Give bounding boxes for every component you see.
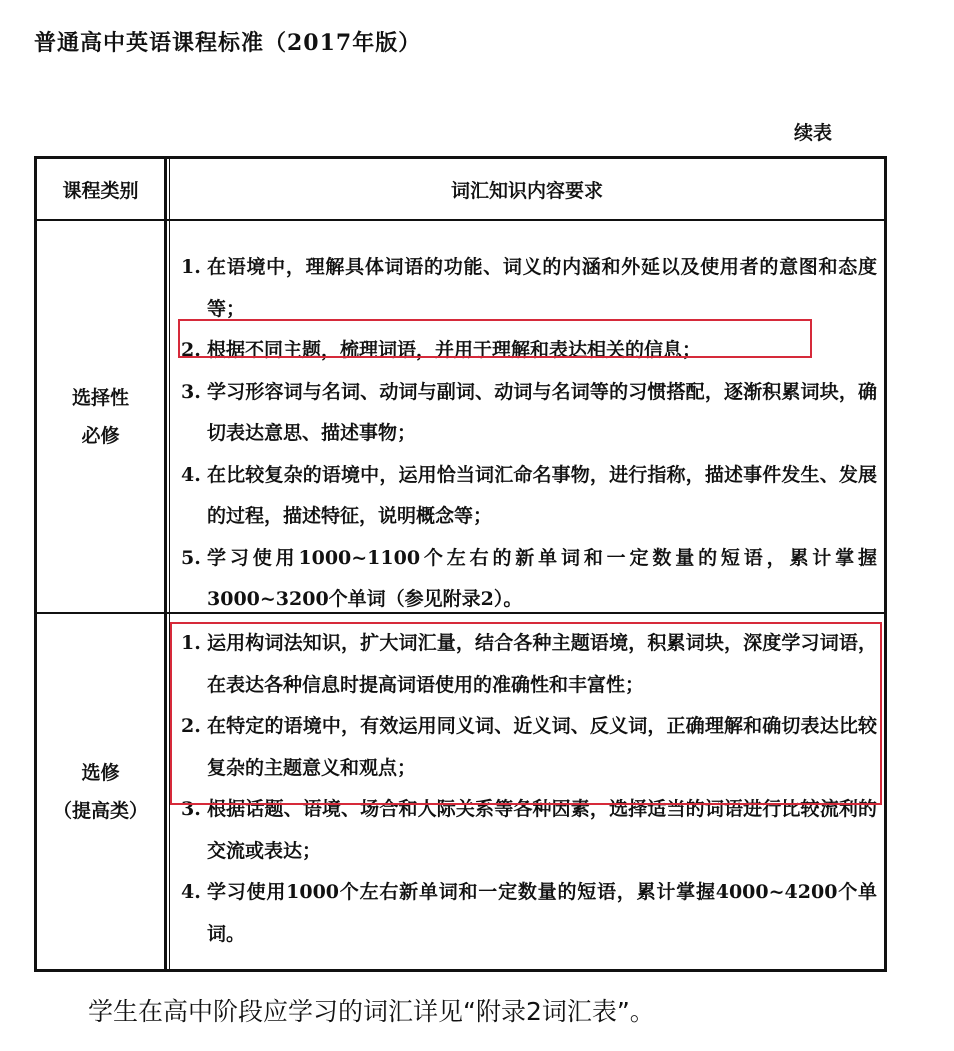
header-category: 课程类别 xyxy=(62,179,139,202)
continued-label: 续表 xyxy=(794,122,833,144)
category-line1: 选择性 xyxy=(71,386,129,409)
list-item: 2. 根据不同主题，梳理词语，并用于理解和表达相关的信息； xyxy=(181,339,702,361)
list-item: 3. 根据话题、语境、场合和人际关系等各种因素，选择适当的词语进行比较流利的交流或表达； xyxy=(181,798,877,862)
vocabulary-requirements-table xyxy=(34,156,887,972)
list-item: 3. 学习形容词与名词、动词与副词、动词与名词等的习惯搭配，逐渐积累词块，确切表达意思、描述事物； xyxy=(181,380,877,444)
category-line2: （提高类） xyxy=(52,799,148,822)
category-elective-advanced xyxy=(37,614,164,969)
list-item: 4. 在比较复杂的语境中，运用恰当词汇命名事物，进行指称，描述事件发生、发展的过程，描述特征，说明概念等； xyxy=(181,463,877,527)
list-item: 4. 学习使用1000个左右新单词和一定数量的短语，累计掌握4000~4200个单词。 xyxy=(181,881,877,945)
header-divider xyxy=(37,219,884,221)
footer-note: 学生在高中阶段应学习的词汇详见“附录2词汇表”。 xyxy=(88,997,655,1026)
category-line1: 选修 xyxy=(81,761,120,784)
category-elective-required xyxy=(37,221,164,612)
list-item: 1. 运用构词法知识，扩大词汇量，结合各种主题语境，积累词块，深度学习词语，在表达各种信息时提高词语使用的准确性和丰富性； xyxy=(181,632,877,696)
row-divider xyxy=(37,612,884,614)
header-content: 词汇知识内容要求 xyxy=(450,179,603,202)
document-title: 普通高中英语课程标准（2017年版） xyxy=(34,30,422,56)
list-item: 5. 学习使用1000~1100个左右的新单词和一定数量的短语，累计掌握3000~3200个单词（参见附录2）。 xyxy=(181,546,877,610)
content-elective-required xyxy=(181,247,877,621)
list-item: 1. 在语境中，理解具体词语的功能、词义的内涵和外延以及使用者的意图和态度等； xyxy=(181,256,877,320)
highlight-box xyxy=(178,319,812,358)
highlight-box xyxy=(170,622,882,805)
category-line2: 必修 xyxy=(81,424,120,447)
list-item: 2. 在特定的语境中，有效运用同义词、近义词、反义词，正确理解和确切表达比较复杂的主题意义和观点； xyxy=(181,715,877,779)
